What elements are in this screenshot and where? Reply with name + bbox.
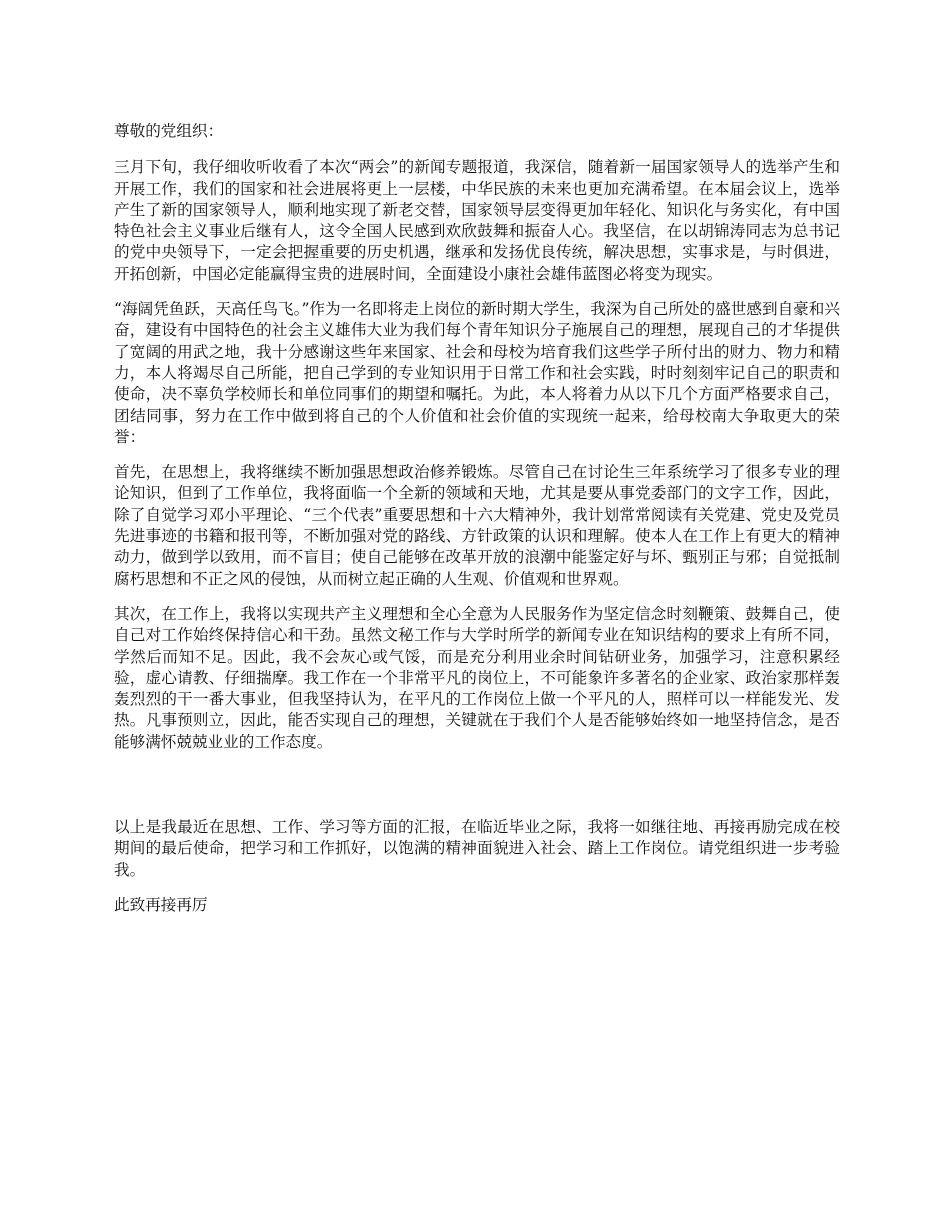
- paragraph-aspirations: “海阔凭鱼跃，天高任鸟飞。”作为一名即将走上岗位的新时期大学生，我深为自己所处的盛世感到自豪和兴奋，建设有中国特色的社会主义雄伟大业为我们每个青年知识分子施展自己的理想，展现自己的才华提供了宽阔的用武之地，我十分感谢这些年来国家、社会和母校为培育我们这些学子所付出的财力、物力和精力，本人将竭尽自己所能，把自己学到的专业知识用于日常工作和社会实践，时时刻刻牢记自己的职责和使命，决不辜负学校师长和单位同事们的期望和嘱托。为此，本人将着力从以下几个方面严格要求自己，团结同事，努力在工作中做到将自己的个人价值和社会价值的实现统一起来，给母校南大争取更大的荣誉：: [114, 300, 840, 446]
- paragraph-two-sessions: 三月下旬，我仔细收听收看了本次“两会”的新闻专题报道，我深信，随着新一届国家领导人的选举产生和开展工作，我们的国家和社会进展将更上一层楼，中华民族的未来也更加充满希望。在本届会议上，选举产生了新的国家领导人，顺利地实现了新老交替，国家领导层变得更加年轻化、知识化与务实化，有中国特色社会主义事业后继有人，这令全国人民感到欢欣鼓舞和振奋人心。我坚信，在以胡锦涛同志为总书记的党中央领导下，一定会把握重要的历史机遇，继承和发扬优良传统，解决思想，实事求是，与时俱进，开拓创新，中国必定能赢得宝贵的进展时间，全面建设小康社会雄伟蓝图必将变为现实。: [114, 158, 840, 283]
- sign-off: 此致再接再厉: [114, 895, 208, 914]
- paragraph-work: 其次，在工作上，我将以实现共产主义理想和全心全意为人民服务作为坚定信念时刻鞭策、鼓舞自己，使自己对工作始终保持信心和干劲。虽然文秘工作与大学时所学的新闻专业在知识结构的要求上有所不同，学然后而知不足。因此，我不会灰心或气馁，而是充分利用业余时间钻研业务，加强学习，注意积累经验，虚心请教、仔细揣摩。我工作在一个非常平凡的岗位上，不可能象许多著名的企业家、政治家那样轰轰烈烈的干一番大事业，但我坚持认为，在平凡的工作岗位上做一个平凡的人，照样可以一样能发光、发热。凡事预则立，因此，能否实现自己的理想，关键就在于我们个人是否能够始终如一地坚持信念，是否能够满怀兢兢业业的工作态度。: [114, 604, 840, 751]
- letter-body: [114, 121, 840, 930]
- salutation: 尊敬的党组织：: [114, 122, 224, 140]
- blank-spacer: [114, 767, 840, 817]
- paragraph-ideology: 首先，在思想上，我将继续不断加强思想政治修养锻炼。尽管自己在讨论生三年系统学习了很多专业的理论知识，但到了工作单位，我将面临一个全新的领域和天地，尤其是要从事党委部门的文字工作，因此，除了自觉学习邓小平理论、“三个代表”重要思想和十六大精神外，我计划常常阅读有关党建、党史及党员先进事迹的书籍和报刊等，不断加强对党的路线、方针政策的认识和理解。使本人在工作上有更大的精神动力，做到学以致用，而不盲目；使自己能够在改革开放的浪潮中能鉴定好与坏、甄别正与邪；自觉抵制腐朽思想和不正之风的侵蚀，从而树立起正确的人生观、价值观和世界观。: [114, 463, 840, 588]
- closing-paragraph: 以上是我最近在思想、工作、学习等方面的汇报，在临近毕业之际，我将一如继往地、再接再励完成在校期间的最后使命，把学习和工作抓好，以饱满的精神面貌进入社会、踏上工作岗位。请党组织进一步考验我。: [114, 818, 840, 879]
